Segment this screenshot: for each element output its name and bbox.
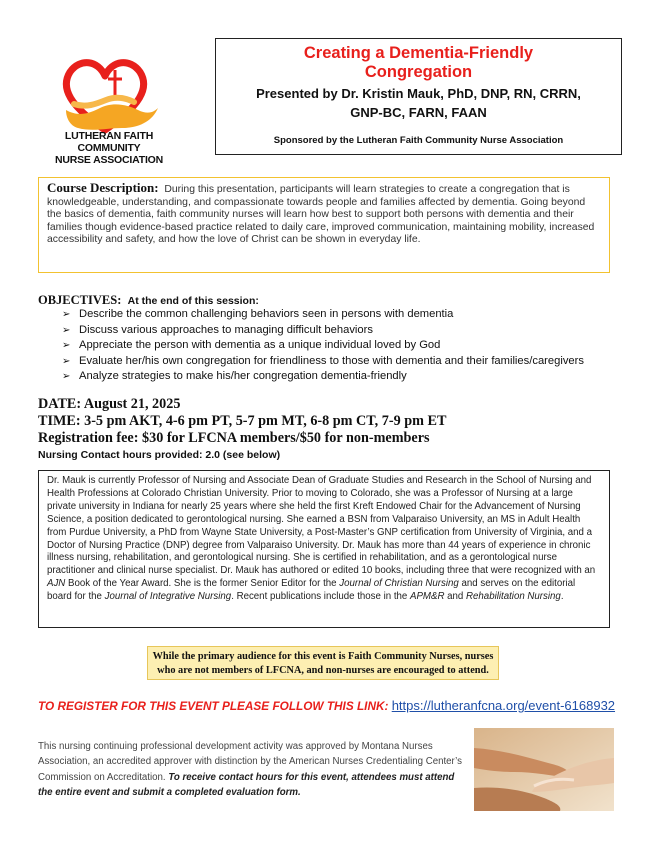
cross-icon bbox=[108, 70, 122, 98]
hands-photo bbox=[474, 728, 614, 811]
course-description bbox=[38, 177, 610, 273]
register-line bbox=[38, 698, 615, 713]
objective-item bbox=[62, 354, 584, 370]
logo-line-2: NURSE ASSOCIATION bbox=[54, 154, 164, 166]
bio-text: . Recent publications include those in the bbox=[231, 591, 408, 603]
logo-line-1: LUTHERAN FAITH COMMUNITY bbox=[64, 130, 154, 154]
objective-item bbox=[62, 369, 584, 385]
bio-apmr: APM&R bbox=[410, 591, 445, 603]
title-box bbox=[215, 38, 622, 155]
objective-item bbox=[62, 307, 584, 323]
objective-item bbox=[62, 338, 584, 354]
arrow-bullet-icon: ➢ bbox=[62, 309, 71, 320]
bio-ajn: AJN bbox=[47, 578, 66, 590]
objective-item bbox=[62, 323, 584, 339]
audience-line-2: who are not members of LFCNA, and non-nurses are encouraged to attend. bbox=[157, 664, 489, 676]
contact-hours: Nursing Contact hours provided: 2.0 (see below) bbox=[38, 449, 281, 461]
accreditation-text: This nursing continuing professional development activity was approved by Montana Nurses Association, an accredited approver with distinction by the American Nurses Credentialing Center’s Commission on Accreditation. bbox=[38, 741, 462, 783]
presenter bbox=[216, 84, 621, 122]
bio-jcn: Journal of Christian Nursing bbox=[339, 578, 459, 590]
sponsor-line: Sponsored by the Lutheran Faith Community Nurse Association bbox=[273, 135, 564, 146]
event-details bbox=[38, 396, 446, 464]
bio-rn: Rehabilitation Nursing bbox=[466, 591, 561, 603]
event-title-line-2: Congregation bbox=[364, 63, 473, 81]
register-label: TO REGISTER FOR THIS EVENT PLEASE FOLLOW THIS LINK: bbox=[38, 699, 389, 713]
objective-text: Appreciate the person with dementia as a unique individual loved by God bbox=[79, 339, 441, 352]
course-description-label: Course Description: bbox=[47, 180, 159, 195]
objective-text: Describe the common challenging behaviors seen in persons with dementia bbox=[79, 308, 454, 320]
bio-text: and serves on the editorial board for the bbox=[47, 578, 576, 603]
audience-line-1: While the primary audience for this event is Faith Community Nurses, nurses bbox=[152, 651, 494, 662]
event-date: DATE: August 21, 2025 bbox=[38, 396, 181, 412]
accreditation-requirement: To receive contact hours for this event, attendees must attend the entire event and submit a completed evaluation form. bbox=[38, 771, 455, 798]
objectives-list bbox=[62, 307, 584, 385]
accreditation-note bbox=[38, 739, 468, 800]
bio-text: Dr. Mauk is currently Professor of Nursing and Associate Dean of Graduate Studies and Research in the School of Nursing and Health Professions at Colorado Christian University. Prior to moving to Colorado, she was a Professor of Nursing at a large private university in Indiana for nearly 25 years where she held the first Kreft Endowed Chair for the Advancement of Nursing Science, a position dedicated to gerontological nursing. She earned a BSN from Valparaiso University, an MS in Adult Health from Purdue University, a PhD from Wayne State University, a Post-Master’s GNP certification from University of Virginia, and a Doctor of Nursing Practice (DNP) degree from Valparaiso University. Dr. Mauk has more than 44 years of experience in chronic illness nursing, rehabilitation, and gerontological nursing. She is certified in rehabilitation, and as a gerontological nurse practitioner and clinical nurse specialist. Dr. Mauk has authored or edited 10 books, including three that were recognized with an bbox=[47, 475, 596, 577]
arrow-bullet-icon: ➢ bbox=[62, 324, 71, 336]
presenter-line-1: Presented by Dr. Kristin Mauk, PhD, DNP, RN, CRRN, bbox=[256, 86, 581, 101]
objectives-heading bbox=[38, 293, 259, 308]
arrow-bullet-icon: ➢ bbox=[62, 371, 71, 383]
presenter-line-2: GNP-BC, FARN, FAAN bbox=[350, 105, 487, 120]
arrow-bullet-icon: ➢ bbox=[62, 340, 71, 352]
objectives-title: OBJECTIVES: bbox=[38, 293, 122, 307]
course-description-text: During this presentation, participants will learn strategies to create a congregation that is knowledgeable, understanding, and compassionate towards people and families affected by dementia. Going beyond the basics of dementia, faith community nurses will learn how best to support both persons with dementia and their families though evidence-based practice related to daily care, improved communication, maintaining mobility, increased accessibility and safety, and how the love of Christ can be shown in everyday life. bbox=[47, 184, 595, 245]
objective-text: Discuss various approaches to managing difficult behaviors bbox=[79, 323, 373, 336]
bio-text: Book of the Year Award. She is the former Senior Editor for the bbox=[68, 578, 337, 590]
bio-jin: Journal of Integrative Nursing bbox=[104, 591, 232, 603]
audience-note bbox=[147, 646, 499, 680]
register-link[interactable]: https://lutheranfcna.org/event-6168932 bbox=[391, 698, 616, 713]
objective-text: Evaluate her/his own congregation for friendliness to those with dementia and their families/caregivers bbox=[79, 354, 584, 367]
bio-text: . bbox=[560, 591, 564, 603]
event-title bbox=[216, 44, 621, 82]
event-time: TIME: 3-5 pm AKT, 4-6 pm PT, 5-7 pm MT, 6-8 pm CT, 7-9 pm ET bbox=[38, 413, 447, 429]
presenter-bio bbox=[38, 470, 610, 628]
objectives-subtitle: At the end of this session: bbox=[127, 295, 259, 307]
logo-text bbox=[34, 130, 184, 166]
event-title-line-1: Creating a Dementia-Friendly bbox=[303, 44, 534, 62]
bio-text: and bbox=[447, 591, 464, 603]
arrow-bullet-icon: ➢ bbox=[62, 355, 71, 367]
objective-text: Analyze strategies to make his/her congregation dementia-friendly bbox=[79, 370, 407, 383]
registration-fee: Registration fee: $30 for LFCNA members/$50 for non-members bbox=[38, 430, 430, 446]
